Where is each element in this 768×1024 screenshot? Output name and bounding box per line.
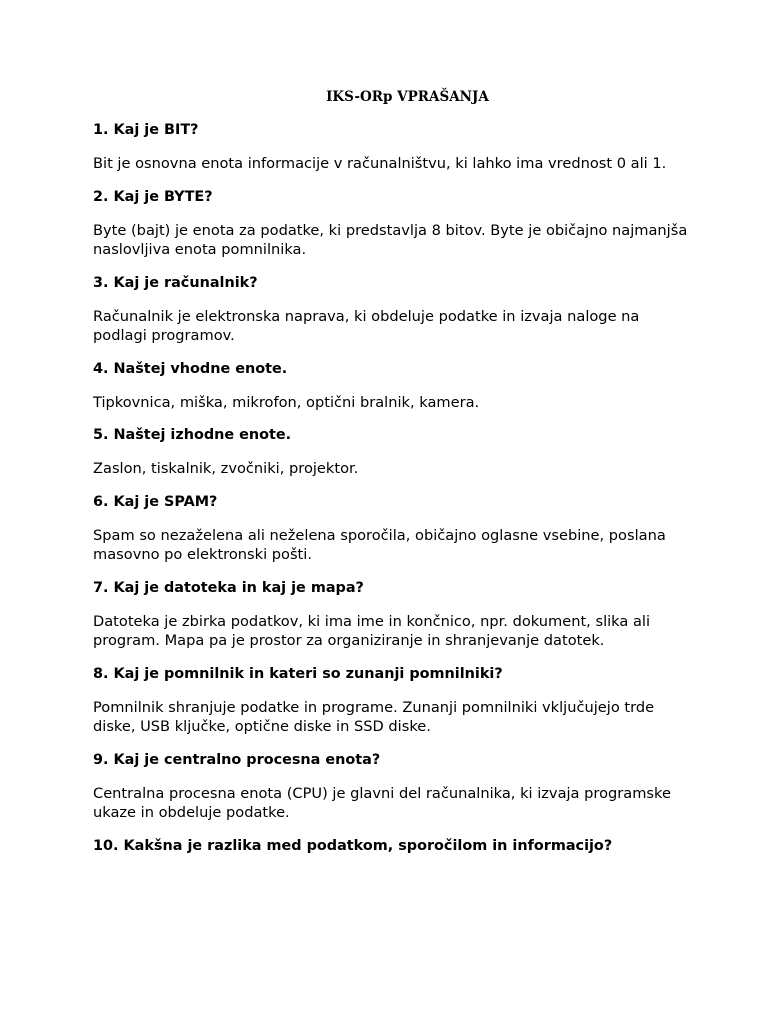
question-2: 2. Kaj je BYTE?: [93, 188, 213, 205]
qa-item-10: [93, 837, 693, 856]
answer-1: Bit je osnovna enota informacije v računalništvu, ki lahko ima vrednost 0 ali 1.: [93, 155, 667, 172]
answer-2: Byte (bajt) je enota za podatke, ki predstavlja 8 bitov. Byte je običajno najmanjša naslovljiva enota pomnilnika.: [93, 221, 688, 258]
question-5: 5. Naštej izhodne enote.: [93, 427, 292, 443]
qa-item-5: [93, 426, 693, 479]
question-8: 8. Kaj je pomnilnik in kateri so zunanji pomnilniki?: [93, 665, 503, 682]
question-3: 3. Kaj je računalnik?: [93, 274, 258, 291]
qa-list: [93, 121, 693, 870]
question-7: 7. Kaj je datoteka in kaj je mapa?: [93, 579, 364, 596]
qa-item-2: [93, 188, 693, 260]
answer-9: Centralna procesna enota (CPU) je glavni del računalnika, ki izvaja programske ukaze in obdeluje podatke.: [93, 784, 671, 821]
qa-item-7: [93, 579, 693, 651]
answer-5: Zaslon, tiskalnik, zvočniki, projektor.: [93, 460, 359, 477]
qa-item-3: [93, 274, 693, 346]
answer-6: Spam so nezaželena ali neželena sporočila, običajno oglasne vsebine, poslana masovno po elektronski pošti.: [93, 526, 666, 563]
question-1: 1. Kaj je BIT?: [93, 122, 199, 138]
question-6: 6. Kaj je SPAM?: [93, 493, 218, 510]
answer-4: Tipkovnica, miška, mikrofon, optični bralnik, kamera.: [93, 393, 480, 411]
qa-item-1: [93, 121, 693, 174]
question-9: 9. Kaj je centralno procesna enota?: [93, 751, 381, 768]
qa-item-4: [93, 360, 693, 413]
answer-3: Računalnik je elektronska naprava, ki obdeluje podatke in izvaja naloge na podlagi programov.: [93, 307, 640, 344]
answer-8: Pomnilnik shranjuje podatke in programe. Zunanji pomnilniki vključujejo trde diske, USB ključke, optične diske in SSD diske.: [93, 698, 655, 735]
qa-item-8: [93, 665, 693, 737]
question-10: 10. Kakšna je razlika med podatkom, sporočilom in informacijo?: [93, 837, 613, 854]
qa-item-6: [93, 493, 693, 565]
answer-7: Datoteka je zbirka podatkov, ki ima ime in končnico, npr. dokument, slika ali program. Mapa pa je prostor za organiziranje in shranjevanje datotek.: [93, 612, 651, 649]
question-4: 4. Naštej vhodne enote.: [93, 360, 288, 377]
document-title: IKS-ORp VPRAŠANJA: [326, 89, 489, 105]
qa-item-9: [93, 751, 693, 823]
